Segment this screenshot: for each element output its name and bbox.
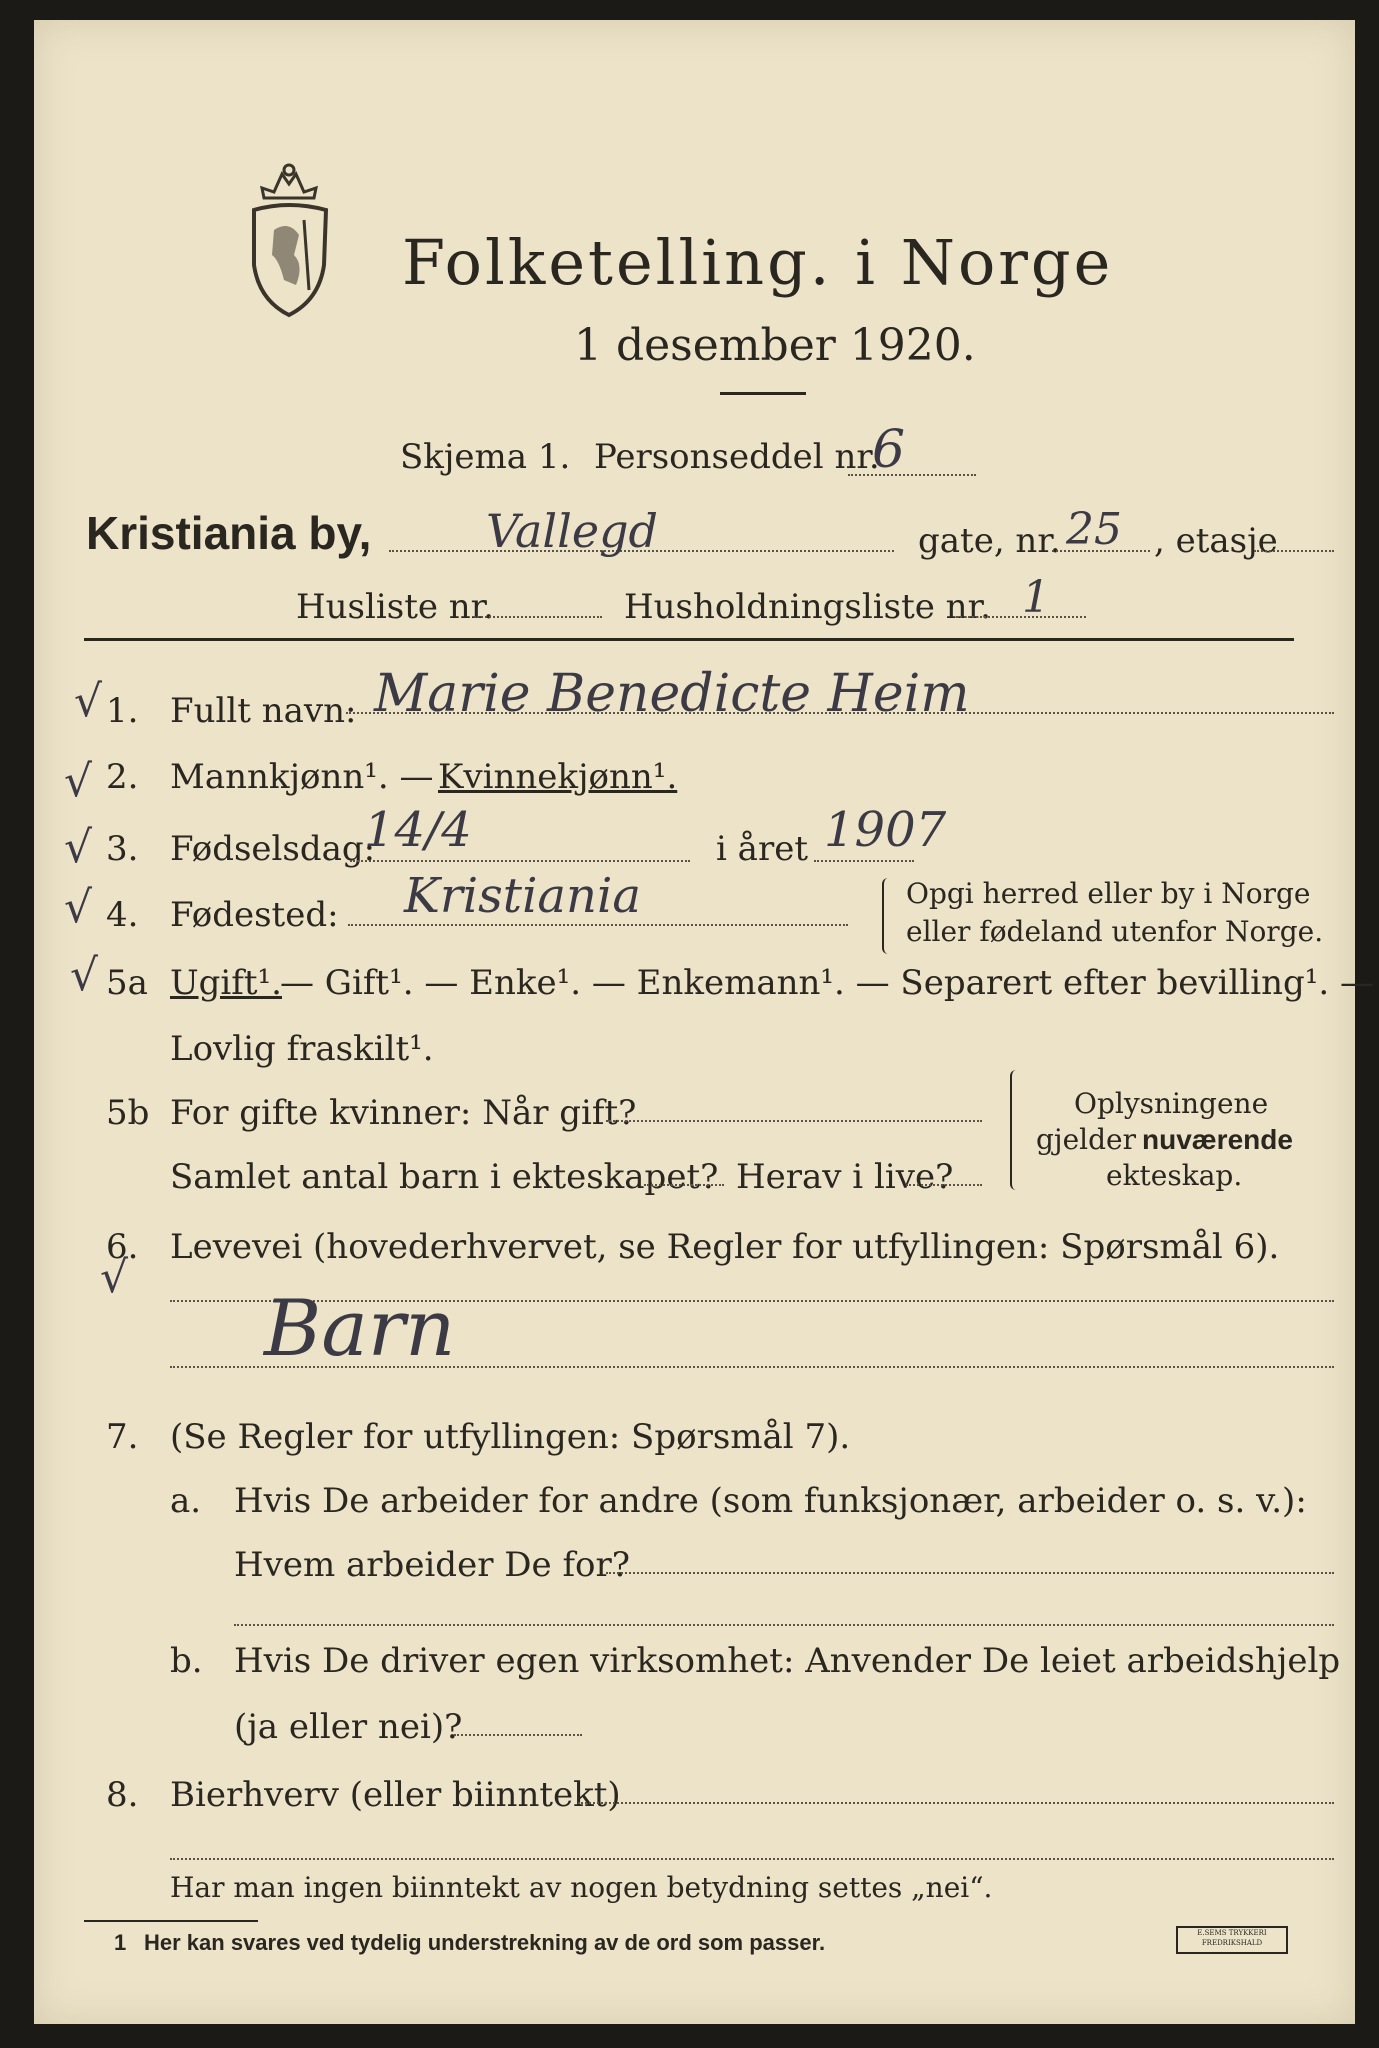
biinntekt-note: Har man ingen biinntekt av nogen betydning settes „nei“. [170, 1871, 993, 1904]
q7b-line1: Hvis De driver egen virksomhet: Anvender De leiet arbeidshjelp [234, 1641, 1341, 1681]
children-count-label: Samlet antal barn i ekteskapet? [170, 1157, 719, 1197]
check-mark: √ [100, 1252, 129, 1303]
q8-number: 8. [106, 1775, 139, 1815]
q3-number: 3. [106, 829, 139, 869]
occupation-value[interactable]: Barn [264, 1284, 456, 1374]
printer-stamp [1176, 1926, 1288, 1954]
check-mark: √ [74, 676, 103, 727]
city-label: Kristiania by, [86, 507, 372, 559]
q7-label: (Se Regler for utfyllingen: Spørsmål 7). [170, 1417, 851, 1457]
q7a-letter: a. [170, 1481, 202, 1521]
q1-label: Fullt navn: [170, 691, 357, 731]
personseddel-label: Personseddel nr. [594, 437, 880, 477]
q6-number: 6. [106, 1227, 139, 1267]
etasje-label: , etasje [1154, 521, 1278, 561]
birthplace-note-line1: Opgi herred eller by i Norge [906, 877, 1311, 910]
marriage-note-line2a: gjelder [1036, 1123, 1137, 1156]
norway-coat-of-arms-icon [234, 160, 344, 320]
check-mark: √ [64, 756, 93, 807]
children-alive-label: Herav i live? [736, 1157, 954, 1197]
gate-nr-value[interactable]: 25 [1066, 504, 1122, 555]
birthday-value[interactable]: 14/4 [364, 802, 472, 858]
check-mark: √ [70, 950, 99, 1001]
title-divider [720, 392, 806, 395]
printer-name: E.SEMS TRYKKERI [1197, 1929, 1267, 1937]
q7b-letter: b. [170, 1641, 203, 1681]
q3-label: Fødselsdag: [170, 829, 376, 869]
footnote-text: Her kan svares ved tydelig understrekning av de ord som passer. [144, 1930, 826, 1955]
birth-year-value[interactable]: 1907 [824, 802, 947, 858]
street-value[interactable]: Vallegd [486, 504, 658, 558]
q6-label: Levevei (hovederhvervet, se Regler for utfyllingen: Spørsmål 6). [170, 1227, 1280, 1267]
footnote-number: 1 [114, 1930, 127, 1955]
q7a-line1: Hvis De arbeider for andre (som funksjonær, arbeider o. s. v.): [234, 1481, 1307, 1521]
marriage-note-line3: ekteskap. [1106, 1159, 1243, 1192]
form-title: Folketelling. i Norge [402, 226, 1114, 299]
marriage-note-line2b: nuværende [1142, 1124, 1293, 1155]
q1-number: 1. [106, 691, 139, 731]
husholdning-label: Husholdningsliste nr. [624, 587, 991, 627]
husliste-label: Husliste nr. [296, 587, 495, 627]
personseddel-value[interactable]: 6 [872, 420, 906, 480]
birthplace-value[interactable]: Kristiania [404, 868, 641, 924]
census-date: 1 desember 1920. [574, 320, 976, 371]
status-ugift-option[interactable]: Ugift¹. [170, 963, 282, 1003]
husholdning-value[interactable]: 1 [1022, 572, 1050, 623]
census-form-sheet [34, 20, 1375, 2024]
married-when-label: For gifte kvinner: Når gift? [170, 1093, 637, 1133]
footnote-divider [84, 1920, 258, 1922]
full-name-value[interactable]: Marie Benedicte Heim [374, 664, 970, 724]
year-label: i året [716, 829, 808, 869]
q7b-line2: (ja eller nei)? [234, 1707, 463, 1747]
q4-number: 4. [106, 895, 139, 935]
q2-number: 2. [106, 757, 139, 797]
q8-label: Bierhverv (eller biinntekt) [170, 1775, 621, 1815]
marriage-note-line1: Oplysningene [1074, 1087, 1269, 1120]
birthplace-note-line2: eller fødeland utenfor Norge. [906, 915, 1324, 948]
schema-label: Skjema 1. [400, 437, 571, 477]
q7-number: 7. [106, 1417, 139, 1457]
q5b-number: 5b [106, 1093, 150, 1133]
check-mark: √ [64, 882, 93, 933]
q5a-number: 5a [106, 963, 148, 1003]
sex-male-option[interactable]: Mannkjønn¹. — [170, 757, 434, 797]
q4-label: Fødested: [170, 895, 339, 935]
check-mark: √ [64, 822, 93, 873]
header-separator [84, 638, 1294, 641]
status-fraskilt-option[interactable]: Lovlig fraskilt¹. [170, 1029, 434, 1069]
gate-nr-label: gate, nr. [918, 521, 1061, 561]
status-other-options[interactable]: — Gift¹. — Enke¹. — Enkemann¹. — Separert efter bevilling¹. — [280, 963, 1375, 1003]
printer-city: FREDRIKSHALD [1201, 1939, 1263, 1947]
sex-female-option[interactable]: Kvinnekjønn¹. [438, 757, 678, 797]
q7a-line2: Hvem arbeider De for? [234, 1545, 630, 1585]
